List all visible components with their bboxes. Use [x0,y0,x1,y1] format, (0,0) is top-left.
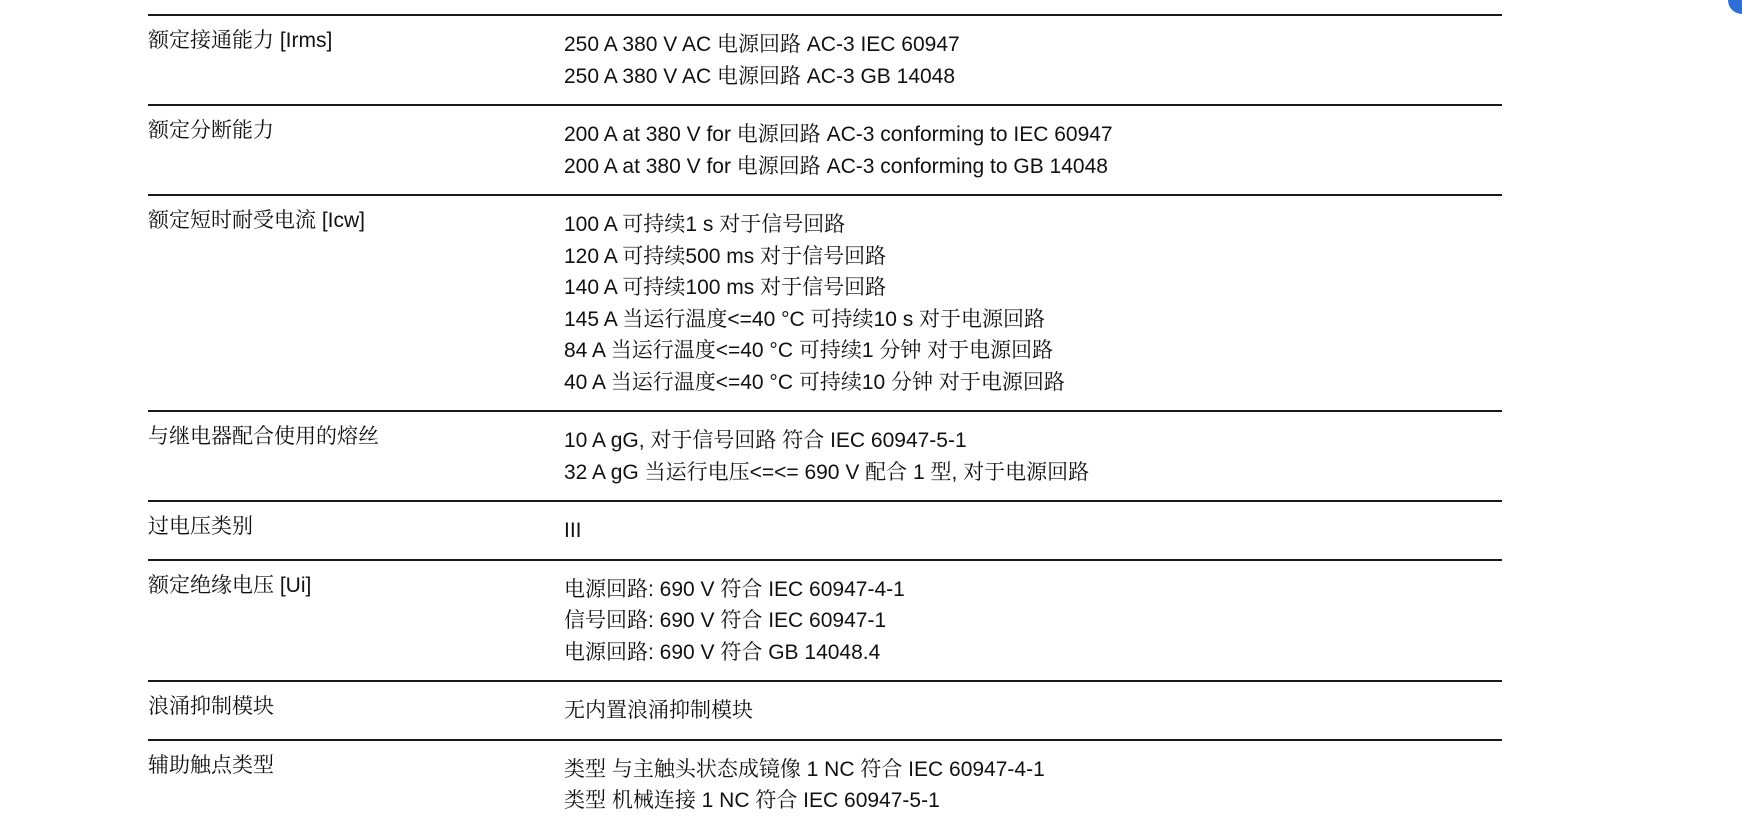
spec-value: 无内置浪涌抑制模块 [564,699,753,722]
spec-row-surge-suppressor [148,680,1502,739]
spec-value: 200 A at 380 V for 电源回路 AC-3 conforming to GB 14048 [564,154,1108,178]
spec-label: 浪涌抑制模块 [148,695,274,718]
spec-value: 信号回路: 690 V 符合 IEC 60947-1 [564,609,887,632]
spec-values [564,207,1502,398]
spec-row-rated-insulation-voltage [148,559,1502,681]
spec-value: 145 A 当运行温度<=40 °C 可持续10 s 对于电源回路 [564,307,1046,331]
spec-value: 10 A gG, 对于信号回路 符合 IEC 60947-5-1 [564,429,967,452]
spec-value: 电源回路: 690 V 符合 IEC 60947-4-1 [564,577,905,601]
spec-label: 与继电器配合使用的熔丝 [148,425,379,448]
spec-row-rated-breaking-capacity [148,104,1502,194]
spec-value: 250 A 380 V AC 电源回路 AC-3 GB 14048 [564,64,956,88]
spec-value: 120 A 可持续500 ms 对于信号回路 [564,244,887,268]
spec-values [564,27,1502,92]
spec-values [564,423,1502,488]
spec-values [564,572,1502,669]
spec-value: 电源回路: 690 V 符合 GB 14048.4 [564,640,881,664]
spec-values [564,752,1502,817]
spec-value: 类型 机械连接 1 NC 符合 IEC 60947-5-1 [564,789,940,812]
spec-value: 40 A 当运行温度<=40 °C 可持续10 分钟 对于电源回路 [564,370,1065,394]
spec-values [564,513,1502,547]
spec-label: 额定接通能力 [Irms] [148,29,333,52]
spec-values [564,117,1502,182]
spec-row-overvoltage-category [148,500,1502,559]
spec-label: 额定分断能力 [148,119,274,142]
spec-row-rated-making-capacity [148,14,1502,104]
spec-value: 250 A 380 V AC 电源回路 AC-3 IEC 60947 [564,33,960,56]
spec-label: 额定短时耐受电流 [Icw] [148,209,366,232]
spec-value: 140 A 可持续100 ms 对于信号回路 [564,276,887,299]
spec-value: 100 A 可持续1 s 对于信号回路 [564,213,846,236]
spec-value: 84 A 当运行温度<=40 °C 可持续1 分钟 对于电源回路 [564,339,1054,362]
spec-label: 过电压类别 [148,515,253,538]
spec-value: III [564,519,582,542]
spec-label: 辅助触点类型 [148,753,274,777]
spec-value: 类型 与主触头状态成镜像 1 NC 符合 IEC 60947-4-1 [564,757,1045,781]
spec-values [564,693,1502,727]
spec-label: 额定绝缘电压 [Ui] [148,573,312,597]
spec-table [148,14,1502,829]
spec-row-fuse-with-relay [148,410,1502,500]
spec-row-short-time-withstand-current [148,194,1502,410]
spec-value: 200 A at 380 V for 电源回路 AC-3 conforming to IEC 60947 [564,123,1113,146]
corner-badge[interactable] [1728,0,1742,14]
spec-value: 32 A gG 当运行电压<=<= 690 V 配合 1 型, 对于电源回路 [564,460,1090,484]
spec-row-auxiliary-contact-type [148,739,1502,829]
